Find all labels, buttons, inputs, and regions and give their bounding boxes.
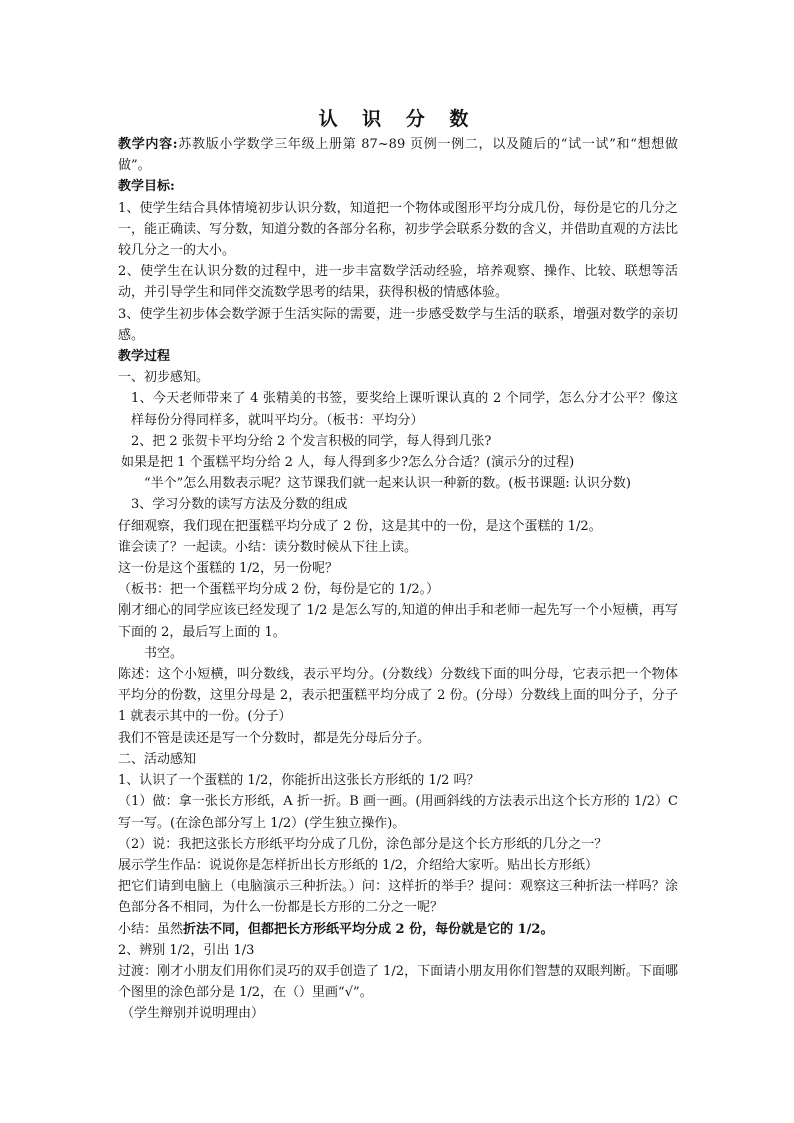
section1-paragraph: 谁会读了？一起读。小结：读分数时候从下往上读。: [118, 539, 418, 555]
section1-paragraph: 1、今天老师带来了 4 张精美的书签，要奖给上课听课认真的 2 个同学，怎么分才公平？像这样每份分得同样多，就叫平均分。（板书：平均分）: [131, 391, 678, 428]
section2-heading: 二、活动感知: [118, 751, 197, 767]
goals-heading: 教学目标:: [118, 179, 175, 195]
document-page: [118, 104, 678, 1025]
section2-paragraph: （1）做：拿一张长方形纸，A 折一折。B 画一画。(用画斜线的方法表示出这个长方形的 1/2）C 写一写。(在涂色部分写上 1/2）(学生独立操作)。: [118, 794, 678, 831]
teaching-content: [118, 134, 678, 176]
section1-paragraph: 书空。: [144, 645, 184, 661]
section1-paragraph: 这一份是这个蛋糕的 1/2，另一份呢？: [118, 561, 339, 577]
document-title: 认 识 分 数: [318, 108, 478, 130]
teaching-content-label: 教学内容:: [118, 137, 178, 152]
section1-heading: 一、初步感知。: [118, 370, 210, 386]
section2-paragraph: （2）说：我把这张长方形纸平均分成了几份，涂色部分是这个长方形纸的几分之一？: [118, 836, 608, 852]
section1-paragraph: 如果是把 1 个蛋糕平均分给 2 人，每人得到多少?怎么分合适？(演示分的过程): [121, 455, 575, 471]
summary-label: 小结：虽然: [118, 921, 184, 937]
section2-paragraph: 展示学生作品：说说你是怎样折出长方形纸的 1/2，介绍给大家听。贴出长方形纸）: [118, 857, 599, 873]
section1-paragraph: 刚才细心的同学应该已经发现了 1/2 是怎么写的,知道的伸出手和老师一起先写一个小短横，再写下面的 2，最后写上面的 1。: [118, 603, 678, 640]
teaching-content-text: 苏教版小学数学三年级上册第 87~89 页例一例二，以及随后的“试一试”和“想想做做”。: [118, 137, 678, 174]
goal-item: 2、使学生在认识分数的过程中，进一步丰富数学活动经验，培养观察、操作、比较、联想等活动，并引导学生和同伴交流数学思考的结果，获得积极的情感体验。: [118, 264, 678, 301]
section2-paragraph: 2、辨别 1/2，引出 1/3: [118, 942, 255, 958]
section1-paragraph: 我们不管是读还是写一个分数时，都是先分母后分子。: [118, 730, 431, 746]
summary-bold-text: 折法不同，但都把长方形纸平均分成 2 份，每份就是它的 1/2。: [183, 921, 554, 937]
section1-paragraph: “半个”怎么用数表示呢？这节课我们就一起来认识一种新的数。(板书课题: 认识分数): [144, 476, 631, 492]
section1-paragraph: 仔细观察，我们现在把蛋糕平均分成了 2 份，这是其中的一份，是这个蛋糕的 1/2。: [118, 518, 602, 534]
section2-summary: [118, 919, 678, 940]
section2-paragraph: 1、认识了一个蛋糕的 1/2，你能折出这张长方形纸的 1/2 吗？: [118, 773, 480, 789]
section1-paragraph: （板书：把一个蛋糕平均分成 2 份，每份是它的 1/2。）: [118, 582, 440, 598]
process-heading: 教学过程: [118, 349, 171, 365]
section1-paragraph: 陈述：这个小短横，叫分数线，表示平均分。(分数线）分数线下面的叫分母，它表示把一个物体平均分的份数，这里分母是 2，表示把蛋糕平均分成了 2 份。(分母）分数线上面的叫分子，分子 1 就表示其中的一份。(分子）: [118, 667, 678, 725]
section2-paragraph: （学生辩别并说明理由）: [121, 1006, 265, 1022]
section1-paragraph: 2、把 2 张贺卡平均分给 2 个发言积极的同学，每人得到几张?: [131, 433, 492, 449]
section1-paragraph: 3、学习分数的读写方法及分数的组成: [131, 497, 348, 513]
goal-item: 3、使学生初步体会数学源于生活实际的需要，进一步感受数学与生活的联系，增强对数学的亲切感。: [118, 306, 678, 343]
section2-paragraph: 过渡：刚才小朋友们用你们灵巧的双手创造了 1/2，下面请小朋友用你们智慧的双眼判断。下面哪个图里的涂色部分是 1/2，在（）里画“√”。: [118, 963, 678, 1001]
section2-paragraph: 把它们请到电脑上（电脑演示三种折法。）问：这样折的举手？提问：观察这三种折法一样吗？涂色部分各不相同，为什么一份都是长方形的二分之一呢？: [118, 879, 678, 916]
goal-item: 1、使学生结合具体情境初步认识分数，知道把一个物体或图形平均分成几份，每份是它的几分之一，能正确读、写分数，知道分数的各部分名称，初步学会联系分数的含义，并借助直观的方法比较几分之一的大小。: [118, 200, 678, 259]
